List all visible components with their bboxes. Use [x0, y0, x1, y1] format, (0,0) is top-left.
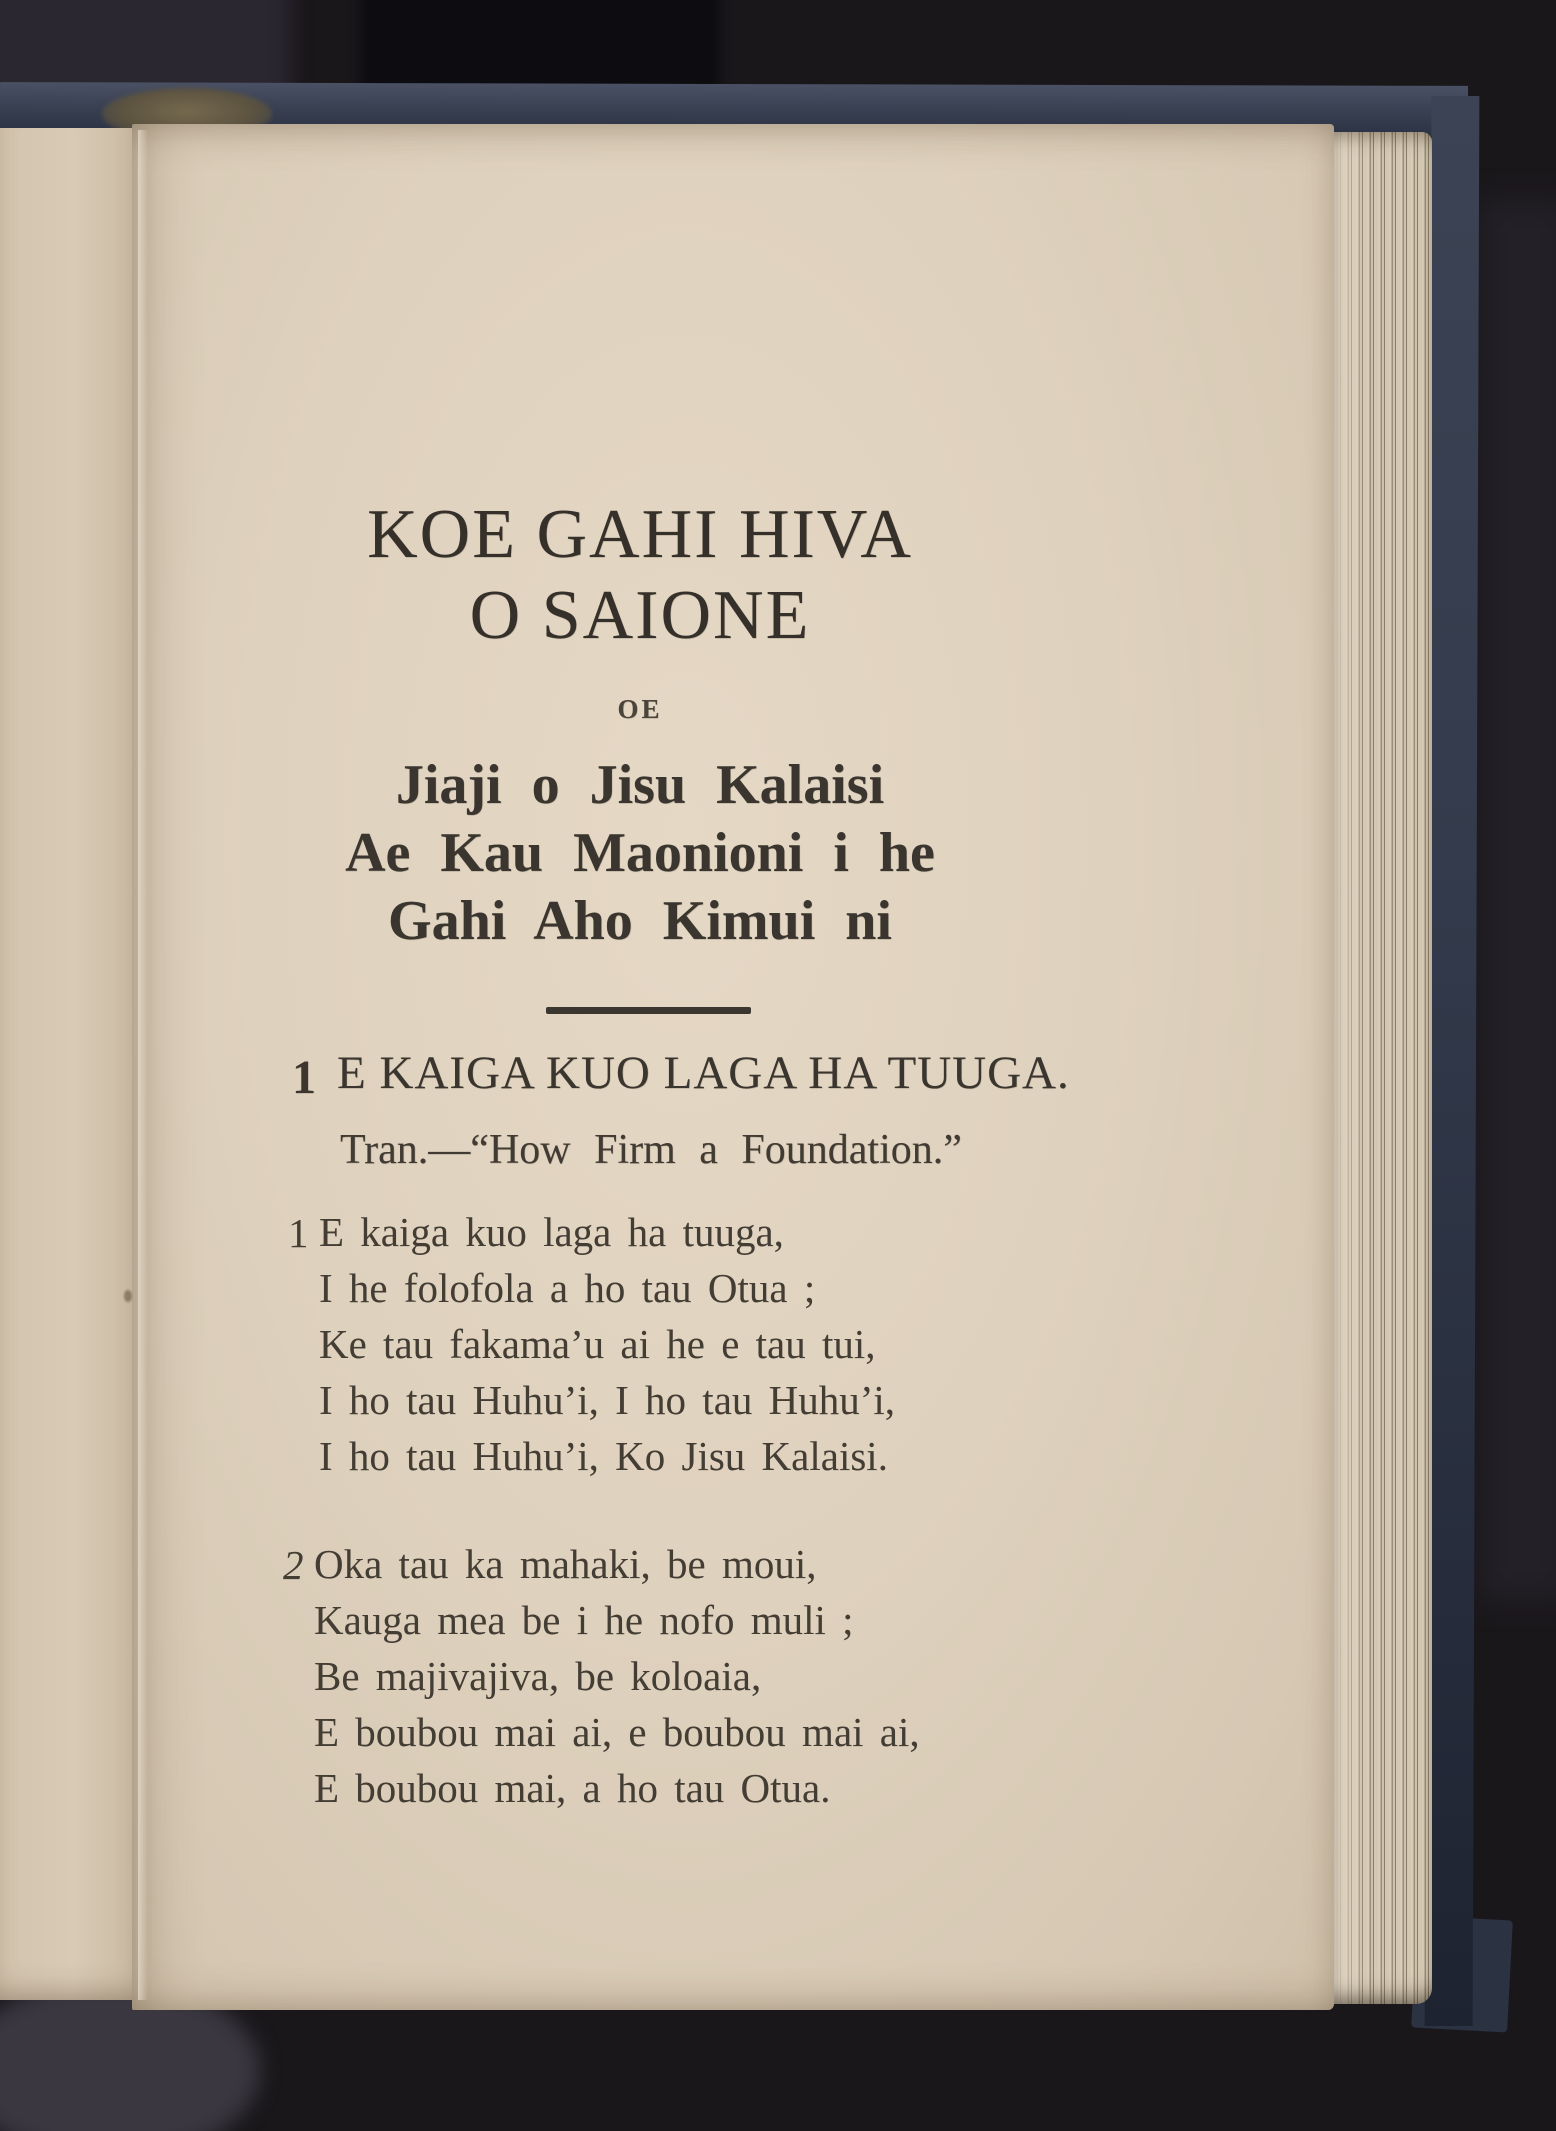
- verse-2-number: 2: [283, 1542, 304, 1588]
- binding-stitch-hole: [124, 1290, 132, 1302]
- verse-1-line-5: I ho tau Huhu’i, Ko Jisu Kalaisi.: [319, 1433, 888, 1479]
- page-title-line1: KOE GAHI HIVA: [367, 496, 913, 573]
- gutter-crease-highlight: [138, 130, 148, 2000]
- verse-1-number: 1: [288, 1210, 309, 1256]
- verse-2-line-3: Be majivajiva, be koloaia,: [314, 1653, 762, 1699]
- verse-1-line-2: I he folofola a ho tau Otua ;: [319, 1265, 816, 1311]
- title-divider-rule: [546, 1007, 751, 1014]
- page-title-line2: O SAIONE: [469, 577, 811, 654]
- verse-1: [288, 1204, 895, 1484]
- left-page-gutter: [0, 128, 134, 2000]
- backdrop-shadow-right: [1480, 200, 1556, 1600]
- verse-2-line-1: Oka tau ka mahaki, be moui,: [314, 1541, 817, 1587]
- church-name-line1: Jiaji o Jisu Kalaisi: [395, 754, 885, 816]
- verse-2-line-2: Kauga mea be i he nofo muli ;: [314, 1597, 854, 1643]
- verse-1-line-3: Ke tau fakama’u ai he e tau tui,: [319, 1321, 876, 1367]
- hymn-number: 1: [292, 1051, 316, 1104]
- verse-2: [283, 1536, 920, 1816]
- title-connector-oe: OE: [617, 694, 663, 724]
- hymn-translation-note: Tran.—“How Firm a Foundation.”: [340, 1127, 962, 1173]
- church-name-line3: Gahi Aho Kimui ni: [388, 890, 892, 952]
- verse-1-line-4: I ho tau Huhu’i, I ho tau Huhu’i,: [319, 1377, 896, 1423]
- verse-2-line-4: E boubou mai ai, e boubou mai ai,: [314, 1709, 920, 1755]
- page-stack-fore-edge: [1334, 132, 1432, 2004]
- church-name-line2: Ae Kau Maonioni i he: [345, 822, 935, 884]
- verse-2-line-5: E boubou mai, a ho tau Otua.: [314, 1765, 831, 1811]
- verse-1-line-1: E kaiga kuo laga ha tuuga,: [319, 1209, 784, 1255]
- book-cover-right-edge: [1425, 96, 1480, 2026]
- hymn-title: E KAIGA KUO LAGA HA TUUGA.: [337, 1047, 1070, 1099]
